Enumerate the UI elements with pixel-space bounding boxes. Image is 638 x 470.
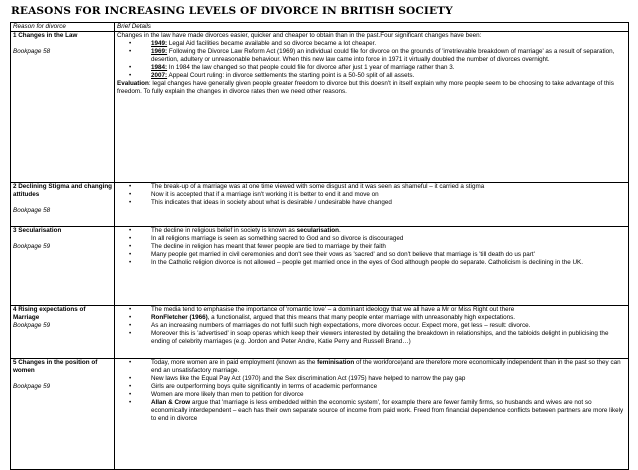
list-item: • In all religions marriage is seen as something sacred to God and so divorce is discouraged: [117, 235, 626, 243]
bullet-list: [117, 183, 626, 207]
book-page: Bookpage 58: [13, 207, 51, 215]
header-reason: Reason for divorce: [11, 23, 115, 32]
reason-label: 5 Changes in the position of women: [13, 359, 98, 375]
table-row: [11, 32, 629, 183]
divorce-reasons-table: [10, 22, 629, 470]
list-item: • Many people get married in civil ceremonies and don't see their vows as 'sacred' and so don't believe that marriage is 'till death do us part': [117, 251, 626, 259]
list-item: • In the Catholic religion divorce is not allowed – people get married once in the eyes of God although people do separate. Catholicism is declining in the UK.: [117, 259, 626, 267]
bullet-list: [117, 306, 626, 346]
reason-label: 4 Rising expectations of Marriage: [13, 306, 86, 322]
header-row: [11, 23, 629, 32]
list-item: • 1969: Following the Divorce Law Reform Act (1969) an individual could file for divorce on the grounds of 'irretrievable breakdown of marriage' as a result of separation, desertion, adultery or unreasonable behaviour. When this new law came into force in 1971 it virtually doubled the number of divorces overnight.: [117, 48, 626, 64]
list-item: • 2007: Appeal Court ruling: in divorce settlements the starting point is a 50-50 split of all assets.: [117, 72, 626, 80]
table-row: [11, 306, 629, 359]
row-intro: Changes in the law have made divorces easier, quicker and cheaper to obtain than in the past.Four significant changes have been:: [117, 32, 482, 40]
list-item: • 1949: Legal Aid facilities became available and so divorce became a lot cheaper.: [117, 40, 626, 48]
list-item: • 1984: In 1984 the law changed so that people could file for divorce after just 1 year of marriage rather than 3.: [117, 64, 626, 72]
list-item: • RonFletcher (1966), a functionalist, argued that this means that many people enter marriage with unreasonably high expectations.: [117, 314, 626, 322]
reason-label: 3 Secularisation: [13, 227, 62, 235]
table-row: [11, 227, 629, 306]
bullet-list: [117, 40, 626, 80]
evaluation: Evaluation: legal changes have generally given people greater freedom to divorce but this doesn't in itself explain why more people seem to be choosing to take advantage of this freedom. To fully explain the changes in divorce rates then we need other reasons.: [117, 80, 614, 96]
bullet-list: [117, 359, 626, 423]
reason-label: 2 Declining Stigma and changing attitudes: [13, 183, 113, 199]
list-item: • The break-up of a marriage was at one time viewed with some disgust and it was seen as shameful – it carried a stigma: [117, 183, 626, 191]
list-item: • Girls are outperforming boys quite significantly in terms of academic performance: [117, 383, 626, 391]
list-item: • Allan & Crow argue that 'marriage is less embedded within the economic system', for example there are fewer family firms, so husbands and wives are not so economically interdependent – each has their own separate source of income from paid work. Freed from financial dependence conflicts between partners are more likely to end in divorce: [117, 399, 626, 423]
table-row: [11, 359, 629, 470]
list-item: • Moreover this is 'advertised' in soap operas which keep their viewers interested by detailing the breakdown in relationships, and the tabloids delight in publicising the ending of celebrity marriages (e.g. Jordon and Peter Andre, Katie Perry and Russell Brand…): [117, 330, 626, 346]
list-item: • The decline in religious belief in society is known as secularisation.: [117, 227, 626, 235]
book-page: Bookpage 58: [13, 48, 51, 56]
book-page: Bookpage 59: [13, 383, 51, 391]
table-row: [11, 183, 629, 227]
list-item: • The media tend to emphasise the importance of 'romantic love' – a dominant ideology that we all have a Mr or Miss Right out there: [117, 306, 626, 314]
reason-label: 1 Changes in the Law: [13, 32, 78, 40]
header-details: Brief Details: [115, 23, 629, 32]
list-item: • As an increasing numbers of marriages do not fulfil such high expectations, more divorces occur. Expect more, get less – result: divorce.: [117, 322, 626, 330]
list-item: • The decline in religion has meant that fewer people are tied to marriage by their faith: [117, 243, 626, 251]
list-item: • Today, more women are in paid employment (known as the feminisation of the workforce)and are therefore more economically independent than in the past so they can end an unsatisfactory marriage.: [117, 359, 626, 375]
book-page: Bookpage 59: [13, 322, 51, 330]
list-item: • New laws like the Equal Pay Act (1970) and the Sex discrimination Act (1975) have helped to narrow the pay gap: [117, 375, 626, 383]
list-item: • Women are more likely than men to petition for divorce: [117, 391, 626, 399]
list-item: • This indicates that ideas in society about what is desirable / undesirable have changed: [117, 199, 626, 207]
bullet-list: [117, 227, 626, 267]
list-item: • Now it is accepted that if a marriage isn't working it is better to end it and move on: [117, 191, 626, 199]
page-title: REASONS FOR INCREASING LEVELS OF DIVORCE IN BRITISH SOCIETY: [11, 5, 453, 17]
book-page: Bookpage 59: [13, 243, 51, 251]
